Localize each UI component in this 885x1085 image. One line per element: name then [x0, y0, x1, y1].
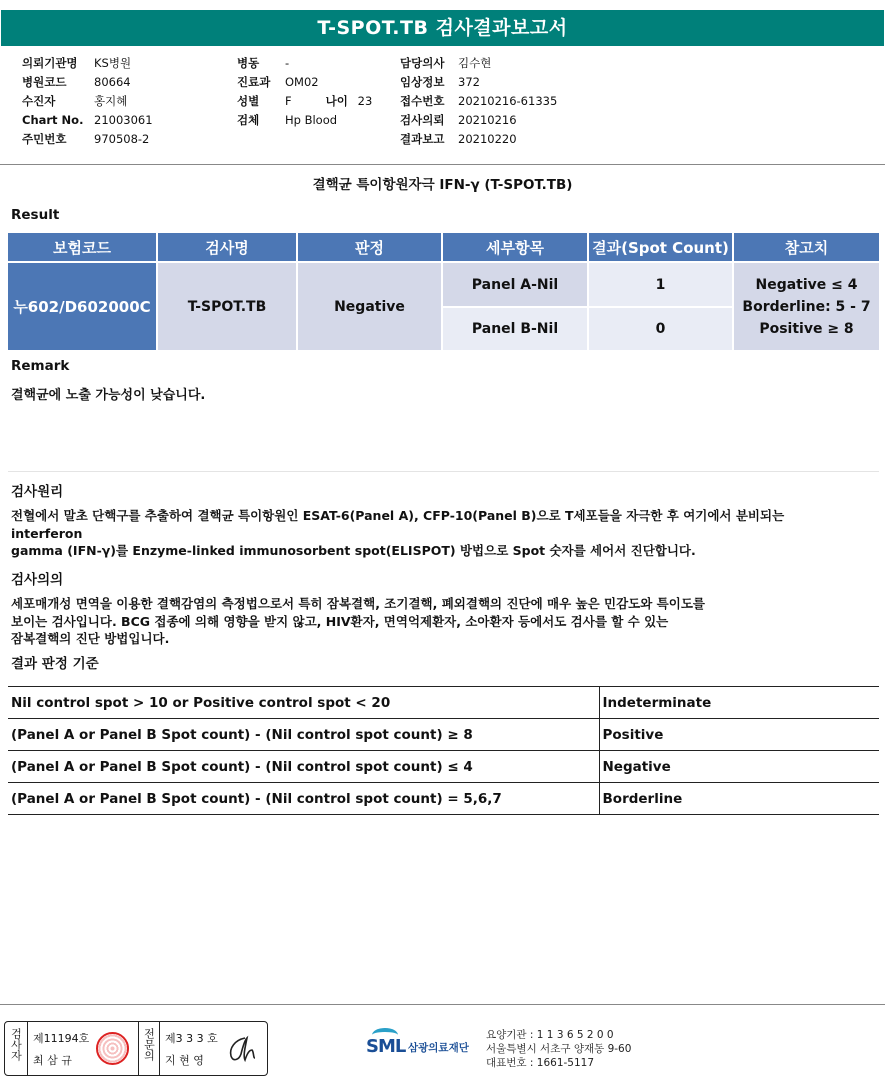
info-value: 20210216-61335 [458, 94, 558, 108]
principle-line: 전혈에서 말초 단핵구를 추출하여 결핵균 특이항원인 ESAT-6(Panel A), CFP-10(Panel B)으로 T세포들을 자극한 후 여기에서 분비되는 [11, 508, 785, 523]
info-label: 성별 [237, 94, 260, 108]
table-row [8, 687, 879, 719]
footer-divider [0, 1004, 885, 1005]
info-value: 20210220 [458, 132, 517, 146]
signature-box [4, 1021, 268, 1076]
spot-count-cell: 0 [589, 308, 732, 350]
criteria-result: Negative [599, 751, 879, 783]
tester-label [9, 1028, 23, 1064]
criteria-condition: (Panel A or Panel B Spot count) - (Nil control spot count) ≤ 4 [8, 751, 599, 783]
footer-line: 요양기관 : 1 1 3 6 5 2 0 0 [486, 1029, 614, 1041]
header-detail-item: 세부항목 [443, 233, 587, 261]
significance-title: 검사의의 [11, 572, 64, 588]
report-title: T-SPOT.TB 검사결과보고서 [1, 10, 884, 46]
info-value: 970508-2 [94, 132, 150, 146]
criteria-result: Positive [599, 719, 879, 751]
info-label: 병원코드 [22, 75, 67, 89]
patient-info-column-3 [400, 54, 557, 149]
principle-text [11, 507, 871, 560]
header-reference: 참고치 [734, 233, 879, 261]
info-label: 진료과 [237, 75, 271, 89]
specialist-label-text: 전문의 [142, 1028, 156, 1061]
footer-info [486, 1028, 631, 1070]
header-insurance-code: 보험코드 [8, 233, 156, 261]
info-label: 담당의사 [400, 56, 445, 70]
signature-divider [159, 1022, 160, 1075]
significance-text [11, 595, 871, 648]
criteria-table [8, 686, 879, 815]
specialist-name: 지 현 영 [165, 1054, 204, 1067]
info-value: F [285, 94, 292, 108]
info-value: KS병원 [94, 56, 132, 70]
header-judgment: 판정 [298, 233, 441, 261]
info-label: 접수번호 [400, 94, 445, 108]
section-title: 결핵균 특이항원자극 IFN-γ (T-SPOT.TB) [312, 177, 573, 193]
info-value: OM02 [285, 75, 319, 89]
info-value: 김수현 [458, 56, 492, 70]
info-value: 372 [458, 75, 480, 89]
info-label: 병동 [237, 56, 260, 70]
detail-item-cell: Panel B-Nil [443, 308, 587, 350]
footer-line: 대표번호 : 1661-5117 [486, 1057, 595, 1069]
signature-icon [225, 1034, 259, 1070]
criteria-title: 결과 판정 기준 [11, 656, 99, 672]
significance-line: 잠복결핵의 진단 방법입니다. [11, 631, 170, 646]
header-divider [0, 164, 885, 165]
detail-item-cell: Panel A-Nil [443, 263, 587, 306]
age-label: 나이 [325, 94, 348, 108]
logo-name: 삼광의료재단 [408, 1042, 469, 1054]
criteria-condition: Nil control spot > 10 or Positive control spot < 20 [8, 687, 599, 719]
reference-cell [734, 263, 879, 350]
specialist-license: 제3 3 3 호 [165, 1032, 218, 1045]
patient-info-column-1 [22, 54, 153, 149]
logo-brand: SML [366, 1036, 406, 1057]
criteria-result: Borderline [599, 783, 879, 815]
signature-divider [27, 1022, 28, 1075]
reference-line: Negative ≤ 4 [755, 276, 858, 293]
criteria-condition: (Panel A or Panel B Spot count) - (Nil control spot count) = 5,6,7 [8, 783, 599, 815]
remark-text: 결핵균에 노출 가능성이 낮습니다. [11, 388, 206, 403]
header-spot-count: 결과(Spot Count) [589, 233, 732, 261]
table-row [8, 783, 879, 815]
info-value: 20210216 [458, 113, 517, 127]
info-label: 의뢰기관명 [22, 56, 78, 70]
tester-label-text: 검사자 [9, 1028, 23, 1061]
principle-line: gamma (IFN-γ)를 Enzyme-linked immunosorbent spot(ELISPOT) 방법으로 Spot 숫자를 세어서 진단합니다. [11, 543, 696, 558]
table-row [8, 719, 879, 751]
reference-line: Positive ≥ 8 [759, 320, 854, 337]
info-value: 홍지혜 [94, 94, 128, 108]
remark-title: Remark [11, 358, 70, 374]
judgment-cell: Negative [298, 263, 441, 350]
insurance-code-cell: 누602/D602000C [8, 263, 156, 350]
header-test-name: 검사명 [158, 233, 296, 261]
test-name-cell: T-SPOT.TB [158, 263, 296, 350]
info-value: 21003061 [94, 113, 153, 127]
result-label: Result [11, 207, 60, 223]
criteria-result: Indeterminate [599, 687, 879, 719]
reference-line: Borderline: 5 - 7 [742, 298, 871, 315]
patient-info-column-2 [237, 54, 372, 130]
table-row [8, 751, 879, 783]
tester-license: 제11194호 [33, 1032, 90, 1045]
principle-line: interferon [11, 525, 83, 541]
info-value: 80664 [94, 75, 131, 89]
tester-name: 최 삼 규 [33, 1054, 72, 1067]
info-label: 검체 [237, 113, 260, 127]
remark-section [8, 352, 879, 472]
principle-title: 검사원리 [11, 484, 64, 500]
criteria-condition: (Panel A or Panel B Spot count) - (Nil control spot count) ≥ 8 [8, 719, 599, 751]
spot-count-cell: 1 [589, 263, 732, 306]
signature-divider [138, 1022, 139, 1075]
significance-line: 세포매개성 면역을 이용한 결핵감염의 측정법으로서 특히 잠복결핵, 조기결핵, 폐외결핵의 진단에 매우 높은 민감도와 특이도를 [11, 596, 705, 611]
footer-line: 서울특별시 서초구 양재동 9-60 [486, 1043, 632, 1055]
info-label: 검사의뢰 [400, 113, 445, 127]
info-label: 결과보고 [400, 132, 445, 146]
info-value: - [285, 56, 290, 70]
info-label: 수진자 [22, 94, 56, 108]
age-value: 23 [357, 94, 373, 108]
specialist-label [142, 1028, 156, 1064]
significance-line: 보이는 검사입니다. BCG 접종에 의해 영향을 받지 않고, HIV환자, 면역억제환자, 소아환자 등에서도 검사를 할 수 있는 [11, 613, 669, 629]
info-label: 주민번호 [22, 132, 67, 146]
info-label: Chart No. [22, 113, 84, 127]
info-label: 임상정보 [400, 75, 445, 89]
result-table [8, 233, 879, 350]
seal-icon [96, 1032, 129, 1065]
info-value: Hp Blood [285, 113, 338, 127]
